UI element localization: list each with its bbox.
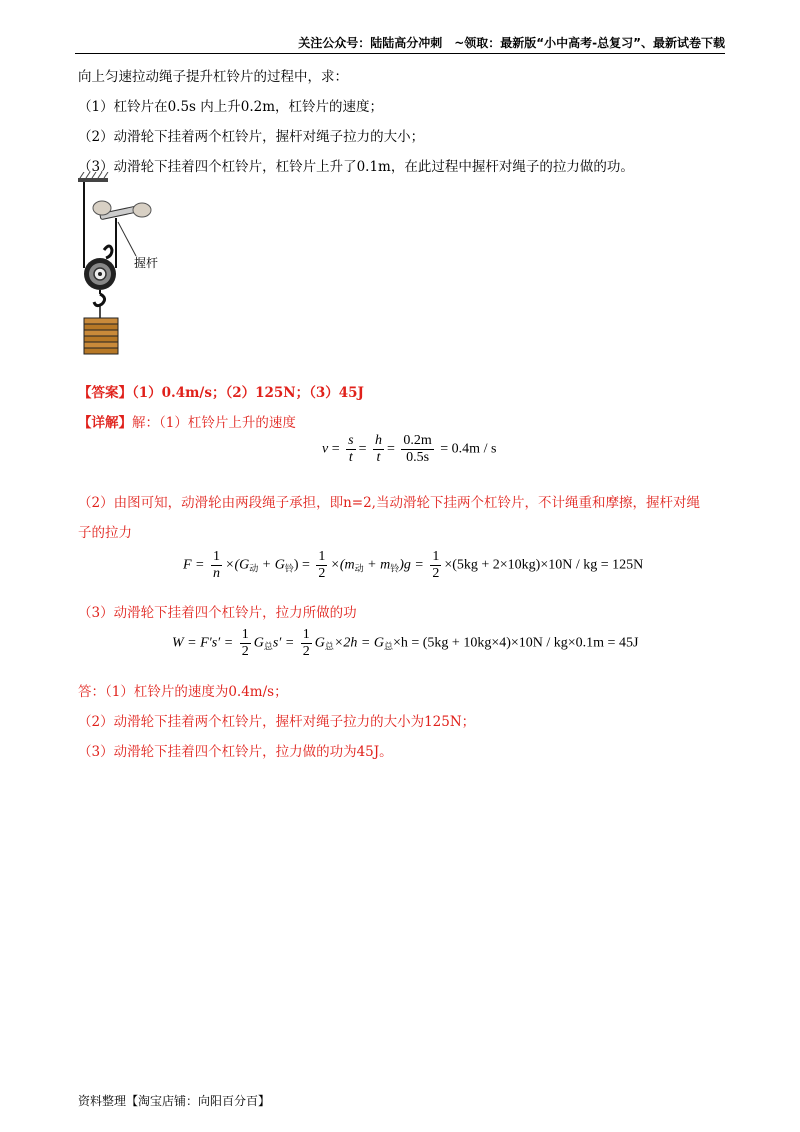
eq3-f2-num: 1 <box>302 627 310 642</box>
detail-intro: 解：（1）杠铃片上升的速度 <box>132 415 296 431</box>
answer-label: 【答案】 <box>78 385 132 401</box>
equation-force <box>183 550 643 581</box>
equation-work <box>172 628 638 659</box>
eq2-part5: + m <box>363 557 391 573</box>
eq3-sub1: 总 <box>263 641 273 652</box>
eq3-lhs: W = F′s′ = <box>172 635 234 651</box>
eq2-f3-num: 1 <box>432 549 440 564</box>
question-1: （1）杠铃片在0.5s 内上升0.2m，杠铃片的速度； <box>78 99 384 115</box>
question-2: （2）动滑轮下挂着两个杠铃片，握杆对绳子拉力的大小； <box>78 129 425 145</box>
eq3-sub3: 总 <box>383 641 393 652</box>
eq2-f3-den: 2 <box>432 566 440 581</box>
detail-p3: （3）动滑轮下挂着四个杠铃片，拉力所做的功 <box>78 605 357 621</box>
detail-p2-line2: 子的拉力 <box>78 525 132 541</box>
eq2-sub2: 铃 <box>284 563 294 574</box>
eq2-part6: )g = <box>399 557 424 573</box>
eq2-sub1: 动 <box>249 563 259 574</box>
eq3-part4: ×2h = G <box>333 635 384 651</box>
eq2-part2: + G <box>258 557 285 573</box>
eq1-f3-den: 0.5s <box>406 450 430 465</box>
answer-text: （1）0.4m/s；（2）125N；（3）45J <box>132 385 364 401</box>
question-3: （3）动滑轮下挂着四个杠铃片，杠铃片上升了0.1m，在此过程中握杆对绳子的拉力做的功。 <box>78 159 634 175</box>
detail-p2-line1: （2）由图可知，动滑轮由两段绳子承担，即n=2,当动滑轮下挂两个杠铃片，不计绳重和摩擦，握杆对绳 <box>78 495 700 511</box>
eq2-part7: ×(5kg + 2×10kg)×10N / kg = 125N <box>444 557 644 573</box>
eq2-f2-den: 2 <box>318 566 326 581</box>
answer-summary-2: （2）动滑轮下挂着两个杠铃片，握杆对绳子拉力的大小为125N； <box>78 714 476 730</box>
page-header: 关注公众号：陆陆高分冲刺 ~领取：最新版“小中高考-总复习”、最新试卷下载 <box>75 34 725 54</box>
eq3-sub2: 总 <box>324 641 334 652</box>
detail-label: 【详解】 <box>78 415 132 431</box>
eq1-f2-den: t <box>376 450 381 465</box>
answer-summary-1: 答：（1）杠铃片的速度为0.4m/s； <box>78 684 288 700</box>
eq2-sub3: 动 <box>354 563 364 574</box>
eq3-f1-num: 1 <box>241 627 249 642</box>
eq2-part1: ×(G <box>225 557 250 573</box>
eq3-part5: ×h = (5kg + 10kg×4)×10N / kg×0.1m = 45J <box>392 635 639 651</box>
eq2-sub4: 铃 <box>390 563 400 574</box>
eq3-part2: s′ = <box>272 635 295 651</box>
eq1-f1-num: s <box>348 433 354 448</box>
detail-line <box>78 411 296 431</box>
eq2-f2-num: 1 <box>318 549 326 564</box>
eq3-part3: G <box>314 635 325 651</box>
eq1-f3-num: 0.2m <box>403 433 432 448</box>
equation-velocity: v = $\frac{s}{t}$ = $\frac{h}{t}$ = $\frac{0.2m}{0.5s}$ = 0.4m / s <box>322 433 497 465</box>
eq2-lhs: F = <box>183 557 205 573</box>
answer-line <box>78 381 364 401</box>
eq2-part4: ×(m <box>330 557 355 573</box>
answer-summary-3: （3）动滑轮下挂着四个杠铃片，拉力做的功为45J。 <box>78 744 393 760</box>
eq1-f1-den: t <box>348 450 353 465</box>
eq2-part3: ) = <box>293 557 310 573</box>
eq3-f1-den: 2 <box>241 644 249 659</box>
handle-label: 握杆 <box>134 256 159 270</box>
eq1-result: = 0.4m / s <box>440 441 497 457</box>
eq3-part1: G <box>253 635 264 651</box>
eq2-f1-den: n <box>213 566 220 581</box>
question-intro: 向上匀速拉动绳子提升杠铃片的过程中，求： <box>78 69 348 85</box>
eq1-f2-num: h <box>374 433 382 448</box>
eq3-f2-den: 2 <box>302 644 310 659</box>
eq2-f1-num: 1 <box>213 549 220 564</box>
eq1-lhs: v <box>322 441 329 457</box>
page-footer: 资料整理【淘宝店铺：向阳百分百】 <box>78 1094 271 1108</box>
